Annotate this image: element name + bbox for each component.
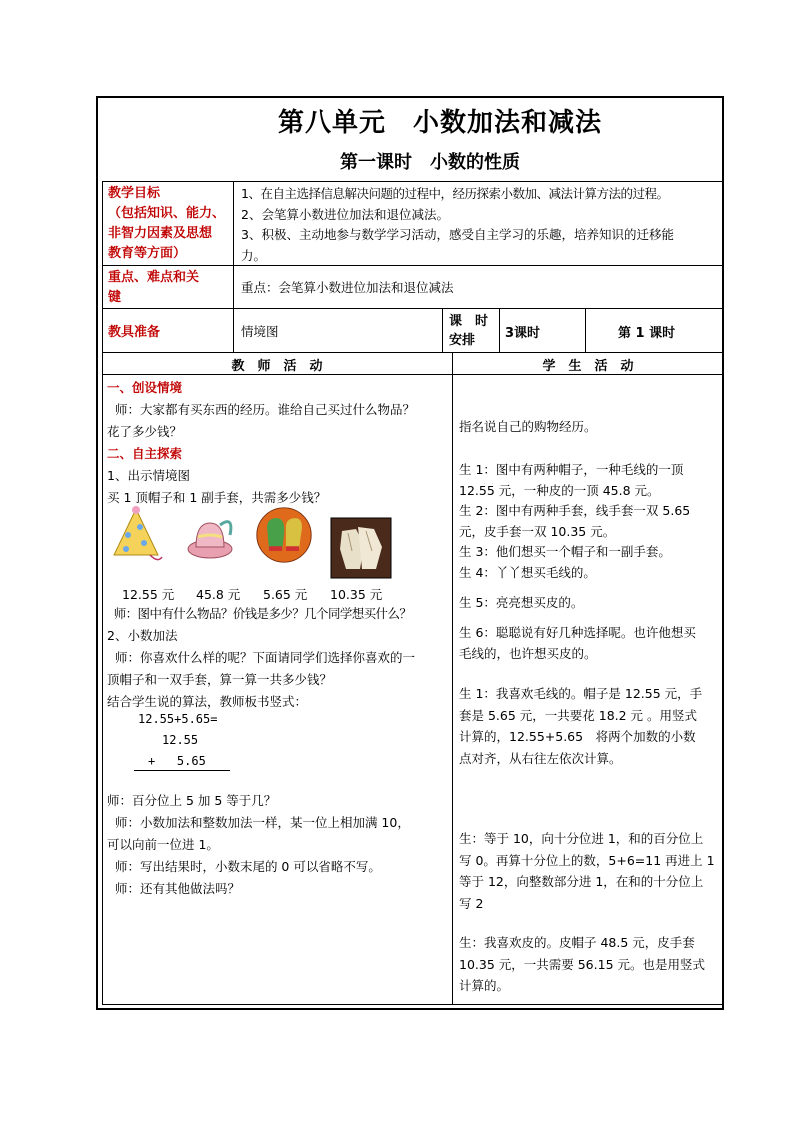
grid-line	[585, 308, 586, 352]
key-points-label-line: 键	[108, 290, 122, 305]
teacher-heading: 一、创设情境	[107, 380, 183, 395]
goals-label-line: （包括知识、能力、	[108, 206, 226, 221]
grid-line	[102, 374, 724, 375]
student-line: 生 4：丫丫想买毛线的。	[459, 564, 596, 580]
teacher-line: 顶帽子和一双手套，算一算一共多少钱？	[107, 672, 333, 687]
equation-line: 12.55	[162, 733, 199, 747]
equation-underline	[134, 770, 230, 771]
grid-line	[499, 308, 500, 352]
grid-line	[102, 1004, 724, 1005]
student-line: 10.35 元，一共需要 56.15 元。也是用竖式	[459, 956, 705, 972]
grid-line	[723, 181, 724, 1005]
student-activities	[459, 683, 721, 769]
key-points-label-line: 重点、难点和关	[108, 270, 200, 285]
grid-line	[102, 352, 724, 353]
student-line: 元，皮手套一双 10.35 元。	[459, 523, 616, 539]
student-activities	[459, 622, 721, 664]
student-line: 指名说自己的购物经历。	[459, 419, 597, 434]
teacher-line: 师：百分位上 5 加 5 等于几？	[107, 793, 277, 808]
student-line: 生 1：我喜欢毛线的。帽子是 12.55 元，手	[459, 686, 703, 701]
student-line: 写 0。再算十分位上的数，5+6=11 再进上 1	[459, 852, 715, 868]
schedule-label	[449, 312, 497, 350]
teacher-line: 可以向前一位进 1。	[107, 837, 219, 852]
student-activities	[459, 828, 721, 914]
student-line: 计算的，12.55+5.65 将两个加数的小数	[459, 729, 696, 744]
mittens-image	[254, 505, 314, 565]
student-line: 生 2：图中有两种手套，线手套一双 5.65	[459, 503, 691, 518]
teacher-activities-2	[107, 603, 452, 713]
teacher-line: 师：还有其他做法吗？	[107, 881, 240, 896]
schedule-label-line: 安排	[449, 333, 476, 348]
student-line: 生 1：图中有两种帽子，一种毛线的一顶	[459, 462, 684, 477]
student-line: 生：我喜欢皮的。皮帽子 48.5 元，皮手套	[459, 935, 695, 950]
student-line: 等于 12，向整数部分进 1，在和的十分位上	[459, 874, 704, 889]
student-line: 毛线的，也许想买皮的。	[459, 646, 597, 661]
key-points-content: 重点：会笔算小数进位加法和退位减法	[241, 280, 454, 295]
price-label: 5.65 元	[263, 587, 308, 602]
grid-line	[452, 352, 453, 1004]
teacher-line: 买 1 顶帽子和 1 副手套，共需多少钱？	[107, 490, 327, 505]
gloves-image	[330, 517, 392, 579]
teacher-line: 2、小数加法	[107, 628, 178, 643]
grid-line	[102, 181, 724, 182]
goals-label	[108, 184, 232, 264]
student-activities	[459, 460, 721, 583]
student-activities	[459, 932, 721, 997]
teacher-line: 结合学生说的算法，教师板书竖式：	[107, 694, 308, 709]
goal-item: 1、在自主选择信息解决问题的过程中，经历探索小数加、减法计算方法的过程。	[241, 186, 669, 201]
schedule-current: 第 1 课时	[618, 326, 676, 341]
teacher-line: 师：大家都有买东西的经历。谁给自己买过什么物品？	[107, 402, 415, 417]
title-area	[96, 96, 724, 186]
grid-line	[102, 308, 724, 309]
materials-content: 情境图	[241, 324, 279, 339]
goals-content	[241, 184, 723, 266]
schedule-total: 3课时	[505, 326, 541, 341]
teacher-line: 师：小数加法和整数加法一样，某一位上相加满 10，	[107, 815, 410, 830]
schedule-label-line: 课 时	[449, 314, 489, 329]
student-line: 写 2	[459, 895, 484, 911]
price-label: 45.8 元	[196, 587, 241, 602]
goals-label-line: 教学目标	[108, 186, 161, 201]
student-line: 生 6：聪聪说有好几种选择呢。也许他想买	[459, 625, 696, 640]
key-points-label	[108, 268, 232, 308]
grid-line	[442, 308, 443, 352]
teacher-activities	[107, 377, 452, 509]
equation-line: 12.55+5.65=	[138, 712, 218, 726]
student-activities	[459, 592, 721, 613]
teacher-line: 师：你喜欢什么样的呢？下面请同学们选择你喜欢的一	[107, 650, 415, 665]
teacher-line: 师：图中有什么物品？价钱是多少？几个同学想买什么？	[107, 606, 412, 621]
teacher-activities-3	[107, 790, 452, 900]
grid-line	[233, 181, 234, 352]
student-line: 计算的。	[459, 978, 510, 993]
price-label: 12.55 元	[122, 587, 175, 602]
unit-title: 第八单元 小数加法和减法	[277, 108, 602, 138]
student-column-header: 学 生 活 动	[542, 359, 634, 374]
pink-hat-image	[180, 505, 240, 565]
lesson-title: 第一课时 小数的性质	[340, 152, 520, 173]
teacher-column-header: 教 师 活 动	[231, 359, 323, 374]
grid-line	[102, 181, 103, 1005]
goal-item: 力。	[241, 247, 267, 263]
student-activities	[459, 416, 721, 437]
teacher-line: 1、出示情境图	[107, 468, 190, 483]
materials-label: 教具准备	[108, 325, 161, 340]
price-label: 10.35 元	[330, 587, 383, 602]
student-line: 生 3：他们想买一个帽子和一副手套。	[459, 544, 671, 559]
student-line: 12.55 元，一种皮的一顶 45.8 元。	[459, 482, 660, 498]
student-line: 点对齐，从右往左依次计算。	[459, 750, 622, 766]
equation-line: + 5.65	[148, 754, 206, 768]
teacher-line: 花了多少钱？	[107, 424, 183, 439]
goal-item: 2、会笔算小数进位加法和退位减法。	[241, 206, 449, 222]
teacher-line: 师：写出结果时，小数末尾的 0 可以省略不写。	[107, 859, 381, 874]
party-hat-image	[106, 505, 166, 565]
student-line: 套是 5.65 元，一共要花 18.2 元 。用竖式	[459, 707, 698, 723]
goals-label-line: 教育等方面）	[108, 246, 187, 261]
goals-label-line: 非智力因素及思想	[108, 226, 213, 241]
goal-item: 3、积极、主动地参与数学学习活动，感受自主学习的乐趣，培养知识的迁移能	[241, 227, 674, 242]
student-line: 生 5：亮亮想买皮的。	[459, 595, 584, 610]
student-line: 生：等于 10，向十分位进 1，和的百分位上	[459, 831, 704, 846]
teacher-heading: 二、自主探索	[107, 446, 183, 461]
